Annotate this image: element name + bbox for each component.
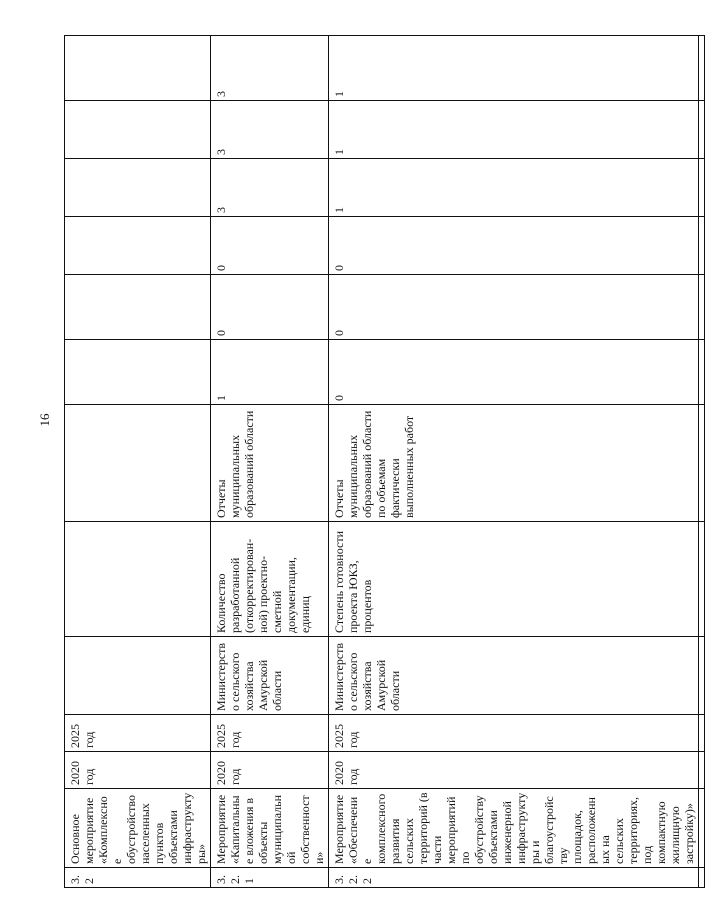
table-row: [699, 36, 705, 888]
executor: Министерство сельского хозяйства Амурской области: [211, 637, 329, 715]
row-number: 3.2: [65, 868, 211, 888]
end-year: 2025 год: [211, 715, 329, 752]
end-year: 2025 год: [329, 715, 699, 752]
activity-name: Мероприятие «Капитальные вложения в объекты муниципальной собственности»: [211, 789, 329, 868]
value-cell: [699, 217, 705, 275]
end-year: [699, 715, 705, 752]
table-row: [211, 36, 329, 888]
value-cell: [65, 36, 211, 101]
data-source: Отчеты муниципальных образований области: [211, 405, 329, 522]
row-number: [699, 868, 705, 888]
value-cell: 1: [329, 36, 699, 101]
start-year: 2020 год: [329, 752, 699, 789]
executor: [699, 637, 705, 715]
value-cell: 1: [211, 340, 329, 405]
table-row: [65, 36, 211, 888]
value-cell: [699, 159, 705, 217]
activity-name: Основное мероприятие «Комплексное обустройство населенных пунктов объектами инфраструктуры»: [65, 789, 211, 868]
page-number: 16: [37, 413, 52, 427]
value-cell: 1: [329, 159, 699, 217]
indicator: [699, 522, 705, 637]
value-cell: 0: [329, 340, 699, 405]
start-year: 2020 год: [65, 752, 211, 789]
value-cell: [65, 159, 211, 217]
value-cell: 0: [211, 275, 329, 340]
indicator: Степень готовности проекта ЮКЗ, процентов: [329, 522, 699, 637]
value-cell: 0: [329, 217, 699, 275]
value-cell: [699, 101, 705, 159]
start-year: 2020 год: [211, 752, 329, 789]
data-source: Отчеты муниципальных образований области по объемам фактически выполненных работ: [329, 405, 699, 522]
table-row: [329, 36, 699, 888]
value-cell: [699, 340, 705, 405]
value-cell: [699, 36, 705, 101]
value-cell: 0: [329, 275, 699, 340]
indicator: [65, 522, 211, 637]
start-year: [699, 752, 705, 789]
activity-name: Мероприятие «Обеспечение комплексного развития сельских территорий (в части мероприятий по обустройству объектами инженерной инфраструктуры и благоустройству площадок, расположенных на сельских территориях, под компактную жилищную застройку)»: [329, 789, 699, 868]
indicator: Количество разработанной (откорректирован-ной) проектно-сметной документации, единиц: [211, 522, 329, 637]
value-cell: 3: [211, 36, 329, 101]
row-number: 3.2.2: [329, 868, 699, 888]
activity-name: [699, 789, 705, 868]
activities-table: [64, 35, 705, 888]
value-cell: [65, 101, 211, 159]
value-cell: [699, 275, 705, 340]
row-number: 3.2.1: [211, 868, 329, 888]
end-year: 2025 год: [65, 715, 211, 752]
executor: [65, 637, 211, 715]
value-cell: 3: [211, 159, 329, 217]
value-cell: 0: [211, 217, 329, 275]
executor: Министерство сельского хозяйства Амурской области: [329, 637, 699, 715]
value-cell: 1: [329, 101, 699, 159]
value-cell: [65, 275, 211, 340]
value-cell: [65, 340, 211, 405]
value-cell: [65, 217, 211, 275]
data-source: [65, 405, 211, 522]
rotated-table-container: [64, 36, 696, 888]
data-source: [699, 405, 705, 522]
value-cell: 3: [211, 101, 329, 159]
